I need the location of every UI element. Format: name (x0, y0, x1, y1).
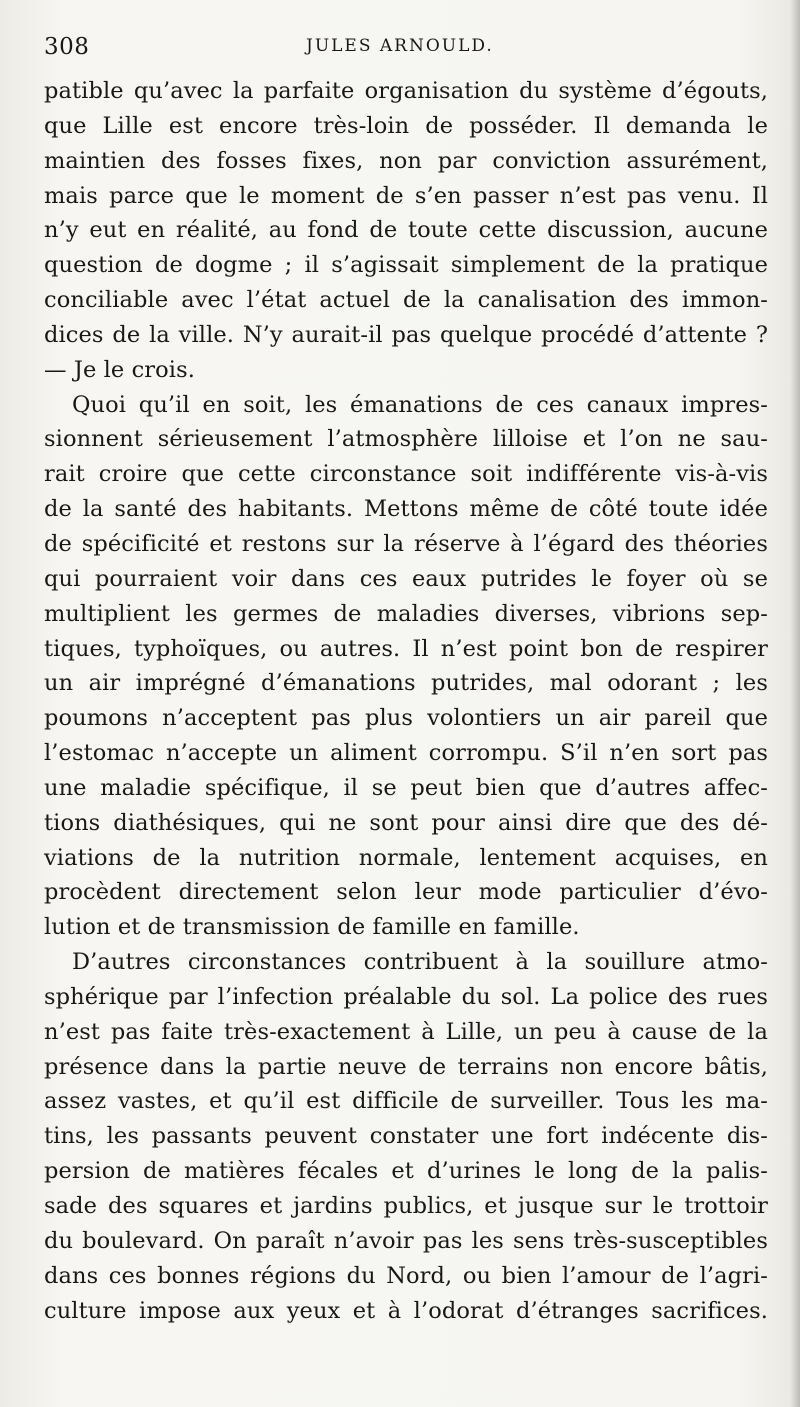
text-line: un air imprégné d’émanations putrides, mal odorant ; les (44, 670, 768, 697)
text-line: poumons n’acceptent pas plus volontiers un air pareil que (44, 705, 768, 732)
running-head: JULES ARNOULD. (306, 36, 494, 56)
text-line: de spécificité et restons sur la réserve à l’égard des théories (44, 530, 768, 557)
text-line: tins, les passants peuvent constater une fort indécente dis- (44, 1123, 768, 1150)
text-line: sionnent sérieusement l’atmosphère lilloise et l’on ne sau- (44, 426, 768, 453)
text-line: dans ces bonnes régions du Nord, ou bien l’amour de l’agri- (44, 1262, 768, 1289)
text-line: assez vastes, et qu’il est difficile de surveiller. Tous les ma- (44, 1088, 768, 1115)
text-line: l’estomac n’accepte un aliment corrompu. S’il n’en sort pas (44, 740, 768, 767)
page-header (44, 32, 764, 66)
text-line: du boulevard. On paraît n’avoir pas les sens très-susceptibles (44, 1227, 768, 1254)
text-line: dices de la ville. N’y aurait-il pas quelque procédé d’attente ? (44, 321, 768, 348)
text-line: que Lille est encore très-loin de posséder. Il demanda le (44, 112, 768, 139)
text-line: une maladie spécifique, il se peut bien que d’autres affec- (44, 774, 768, 801)
text-line: rait croire que cette circonstance soit indifférente vis-à-vis (44, 461, 768, 488)
text-line: procèdent directement selon leur mode particulier d’évo- (44, 879, 768, 906)
text-line: présence dans la partie neuve de terrains non encore bâtis, (44, 1053, 768, 1080)
text-line: multiplient les germes de maladies diverses, vibrions sep- (44, 600, 768, 627)
paragraph (44, 388, 768, 946)
text-line: question de dogme ; il s’agissait simplement de la pratique (44, 252, 768, 279)
paragraph (44, 945, 768, 1328)
text-line: — Je le crois. (44, 356, 196, 383)
text-line: conciliable avec l’état actuel de la canalisation des immon- (44, 287, 768, 314)
text-line: mais parce que le moment de s’en passer n’est pas venu. Il (44, 182, 768, 209)
body-text (44, 74, 768, 1328)
text-line: patible qu’avec la parfaite organisation du système d’égouts, (44, 78, 768, 104)
text-line: Quoi qu’il en soit, les émanations de ces canaux impres- (72, 391, 768, 418)
text-line: n’est pas faite très-exactement à Lille, un peu à cause de la (44, 1018, 768, 1045)
text-line: lution et de transmission de famille en famille. (44, 914, 580, 941)
text-line: maintien des fosses fixes, non par conviction assurément, (44, 147, 768, 174)
text-line: tiques, typhoïques, ou autres. Il n’est point bon de respirer (44, 635, 768, 662)
text-line: D’autres circonstances contribuent à la souillure atmo- (72, 949, 768, 976)
text-line: viations de la nutrition normale, lentement acquises, en (44, 844, 768, 871)
text-line: sade des squares et jardins publics, et jusque sur le trottoir (44, 1193, 768, 1219)
text-line: sphérique par l’infection préalable du sol. La police des rues (44, 983, 768, 1010)
text-line: culture impose aux yeux et à l’odorat d’étranges sacrifices. (44, 1297, 768, 1324)
text-line: n’y eut en réalité, au fond de toute cette discussion, aucune (44, 217, 768, 244)
paragraph (44, 74, 768, 388)
text-line: tions diathésiques, qui ne sont pour ainsi dire que des dé- (44, 809, 768, 836)
page-edge-shadow (790, 0, 800, 1407)
page-number: 308 (44, 34, 90, 60)
text-line: de la santé des habitants. Mettons même de côté toute idée (44, 496, 768, 523)
text-line: persion de matières fécales et d’urines le long de la palis- (44, 1158, 768, 1185)
text-line: qui pourraient voir dans ces eaux putrides le foyer où se (44, 565, 768, 592)
